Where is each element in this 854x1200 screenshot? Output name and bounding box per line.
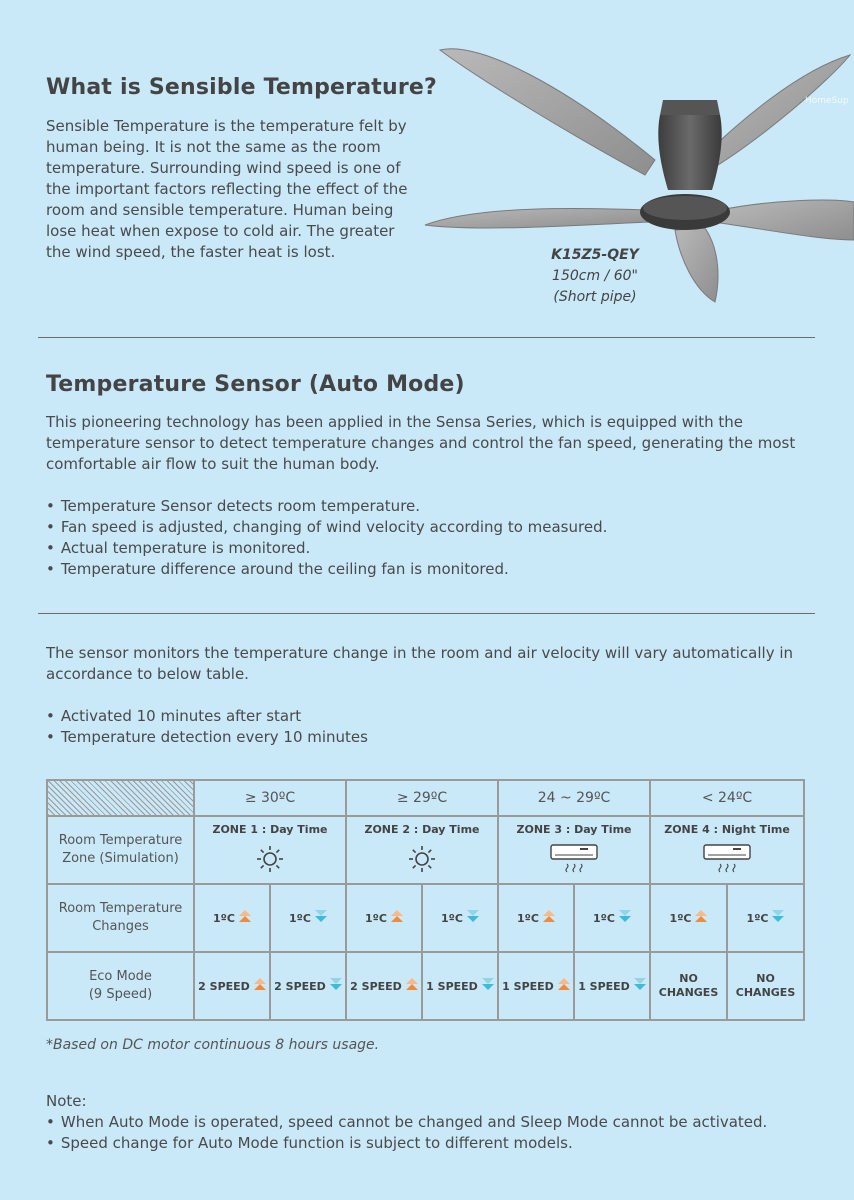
range-header: ≥ 29ºC [346,780,498,816]
footnote: *Based on DC motor continuous 8 hours usage. [46,1037,380,1053]
cell-value: 2 SPEED [274,979,326,993]
eco-speed-cell [650,952,727,1020]
cell-value: 1ºC [289,911,311,925]
sensible-temperature-paragraph: Sensible Temperature is the temperature felt by human being. It is not the same as the room temperature. Surrounding wind speed is one of the important factors reflecting the effect of the room and sensible temperature. Human being lose heat when expose to cold air. The greater the wind speed, the faster heat is lost. [46,117,408,261]
cell-value: 2 SPEED [198,979,250,993]
eco-speed-cell [422,952,498,1020]
cell-value: 1ºC [746,911,769,925]
cell-value: 1ºC [517,911,539,925]
increase-arrow-icon [239,910,251,923]
row-header-changes: Room Temperature Changes [47,884,194,952]
increase-arrow-icon [254,978,266,991]
list-item: • Speed change for Auto Mode function is subject to different models. [46,1133,826,1154]
range-header: ≥ 30ºC [194,780,346,816]
range-header: 24 ~ 29ºC [498,780,650,816]
decrease-arrow-icon [482,978,494,991]
temperature-change-cell [270,884,346,952]
cell-value: NO CHANGES [735,972,796,999]
temperature-change-cell [422,884,498,952]
pipe-type: (Short pipe) [553,289,637,305]
temperature-change-cell [650,884,727,952]
cell-value: 1ºC [213,911,235,925]
divider [38,613,815,614]
model-number: K15Z5-QEY [551,247,639,263]
zone-label: ZONE 3 : Day Time [516,822,632,836]
zone-label: ZONE 2 : Day Time [364,822,480,836]
watermark-text: HomeSup [805,96,849,106]
sun-icon [255,844,285,874]
auto-mode-table [46,779,805,1021]
air-conditioner-icon [550,844,598,874]
increase-arrow-icon [406,978,418,991]
table-corner [47,780,194,816]
temperature-sensor-heading: Temperature Sensor (Auto Mode) [46,372,465,397]
cell-value: 1ºC [593,911,615,925]
eco-speed-cell [346,952,422,1020]
eco-speed-cell [574,952,650,1020]
divider [38,337,815,338]
cell-value: 1ºC [441,911,463,925]
cell-value: 1 SPEED [426,979,478,993]
zone-cell [650,816,804,884]
decrease-arrow-icon [634,978,646,991]
row-header-zone: Room Temperature Zone (Simulation) [47,816,194,884]
increase-arrow-icon [558,978,570,991]
cell-value: 1 SPEED [502,979,554,993]
temperature-change-cell [194,884,270,952]
activation-list [46,706,816,748]
zone-label: ZONE 1 : Day Time [212,822,328,836]
decrease-arrow-icon [315,910,327,923]
sensor-monitor-paragraph: The sensor monitors the temperature change in the room and air velocity will vary automatically in accordance to below table. [46,644,794,683]
cell-value: 1 SPEED [578,979,630,993]
increase-arrow-icon [695,910,707,923]
fan-size: 150cm / 60" [552,268,638,284]
list-item: • Temperature detection every 10 minutes [46,727,816,748]
sun-icon [407,844,437,874]
air-conditioner-icon [703,844,751,874]
list-item: • Temperature difference around the ceiling fan is monitored. [46,559,816,580]
sensor-feature-list [46,496,816,580]
list-item: • When Auto Mode is operated, speed cannot be changed and Sleep Mode cannot be activated. [46,1112,826,1133]
eco-speed-cell [498,952,574,1020]
temperature-change-cell [346,884,422,952]
zone-cell [194,816,346,884]
sensible-temperature-heading: What is Sensible Temperature? [46,75,437,100]
decrease-arrow-icon [619,910,631,923]
increase-arrow-icon [543,910,555,923]
temperature-change-cell [498,884,574,952]
decrease-arrow-icon [330,978,342,991]
zone-cell [346,816,498,884]
note-list [46,1112,826,1154]
cell-value: 1ºC [669,911,692,925]
note-title: Note: [46,1092,87,1110]
cell-value: NO CHANGES [658,972,719,999]
increase-arrow-icon [391,910,403,923]
zone-label: ZONE 4 : Night Time [664,822,790,836]
cell-value: 1ºC [365,911,387,925]
temperature-change-cell [727,884,804,952]
eco-speed-cell [727,952,804,1020]
list-item: • Fan speed is adjusted, changing of wind velocity according to measured. [46,517,816,538]
list-item: • Activated 10 minutes after start [46,706,816,727]
cell-value: 2 SPEED [350,979,402,993]
zone-cell [498,816,650,884]
list-item: • Temperature Sensor detects room temperature. [46,496,816,517]
eco-speed-cell [194,952,270,1020]
decrease-arrow-icon [467,910,479,923]
row-header-eco: Eco Mode (9 Speed) [47,952,194,1020]
decrease-arrow-icon [772,910,784,923]
temperature-sensor-paragraph: This pioneering technology has been applied in the Sensa Series, which is equipped with the temperature sensor to detect temperature changes and control the fan speed, generating the most comfortable air flow to suit the human body. [46,413,796,473]
product-caption [500,245,690,308]
list-item: • Actual temperature is monitored. [46,538,816,559]
temperature-change-cell [574,884,650,952]
eco-speed-cell [270,952,346,1020]
range-header: < 24ºC [650,780,804,816]
